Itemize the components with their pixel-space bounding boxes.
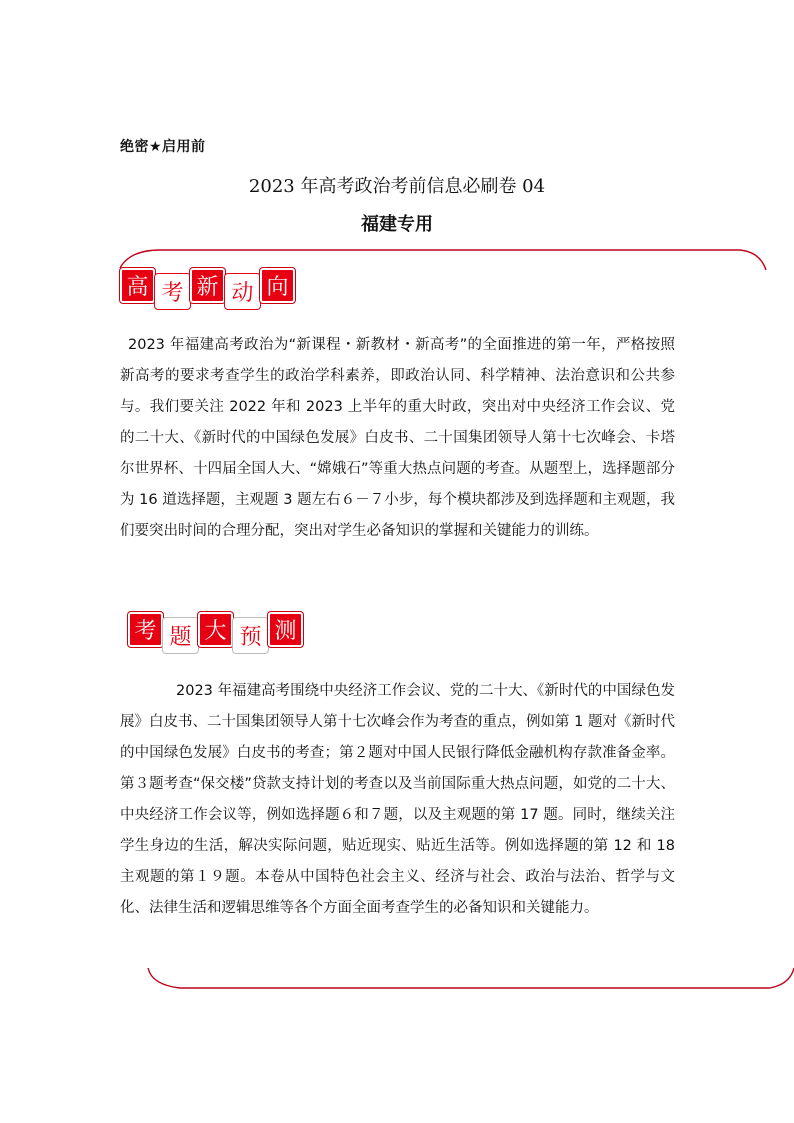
badge-char: 预 xyxy=(233,618,268,653)
badge-char: 考 xyxy=(155,274,190,309)
section1-paragraph: 2023 年福建高考政治为“新课程・新教材・新高考”的全面推进的第一年，严格按照新高考的要求考查学生的政治学科素养，即政治认同、科学精神、法治意识和公共参与。我们要关注 2022 年和 2023 上半年的重大时政，突出对中央经济工作会议、党的二十大、《新时代的中国绿色发展》白皮书、二十国集团领导人第十七次峰会、卡塔尔世界杯、十四届全国人大、“嫦娥石”等重大热点问题的考查。从题型上，选择题部分为 16 道选择题，主观题 3 题左右６－７小步，每个模块都涉及到选择题和主观题，我们要突出时间的合理分配，突出对学生必备知识的掌握和关键能力的训练。 xyxy=(120,337,675,539)
section2-paragraph: 2023 年福建高考围绕中央经济工作会议、党的二十大、《新时代的中国绿色发展》白皮书、二十国集团领导人第十七次峰会作为考查的重点，例如第 1 题对《新时代的中国绿色发展》白皮书的考查；第２题对中国人民银行降低金融机构存款准备金率。第３题考查“保交楼”贷款支持计划的考查以及当前国际重大热点问题，如党的二十大、中央经济工作会议等，例如选择题６和７题，以及主观题的第 17 题。同时，继续关注学生身边的生活，解决实际问题，贴近现实、贴近生活等。例如选择题的第 12 和 18 主观题的第１９题。本卷从中国特色社会主义、经济与社会、政治与法治、哲学与文化、法律生活和逻辑思维等各个方面全面考查学生的必备知识和关键能力。 xyxy=(120,683,675,916)
page-title: 2023 年高考政治考前信息必刷卷 04 xyxy=(248,176,546,197)
section-badge-new-trends xyxy=(120,268,295,309)
badge-char: 题 xyxy=(163,618,198,653)
badge-char: 大 xyxy=(198,612,233,647)
section-badge-exam-prediction xyxy=(128,612,303,653)
badge-char: 高 xyxy=(120,268,155,303)
badge-char: 考 xyxy=(128,612,163,647)
badge-char: 测 xyxy=(268,612,303,647)
confidential-label: 绝密★启用前 xyxy=(120,139,206,155)
badge-char: 向 xyxy=(260,268,295,303)
badge-char: 动 xyxy=(225,274,260,309)
badge-char: 新 xyxy=(190,268,225,303)
page-subtitle: 福建专用 xyxy=(361,214,433,235)
